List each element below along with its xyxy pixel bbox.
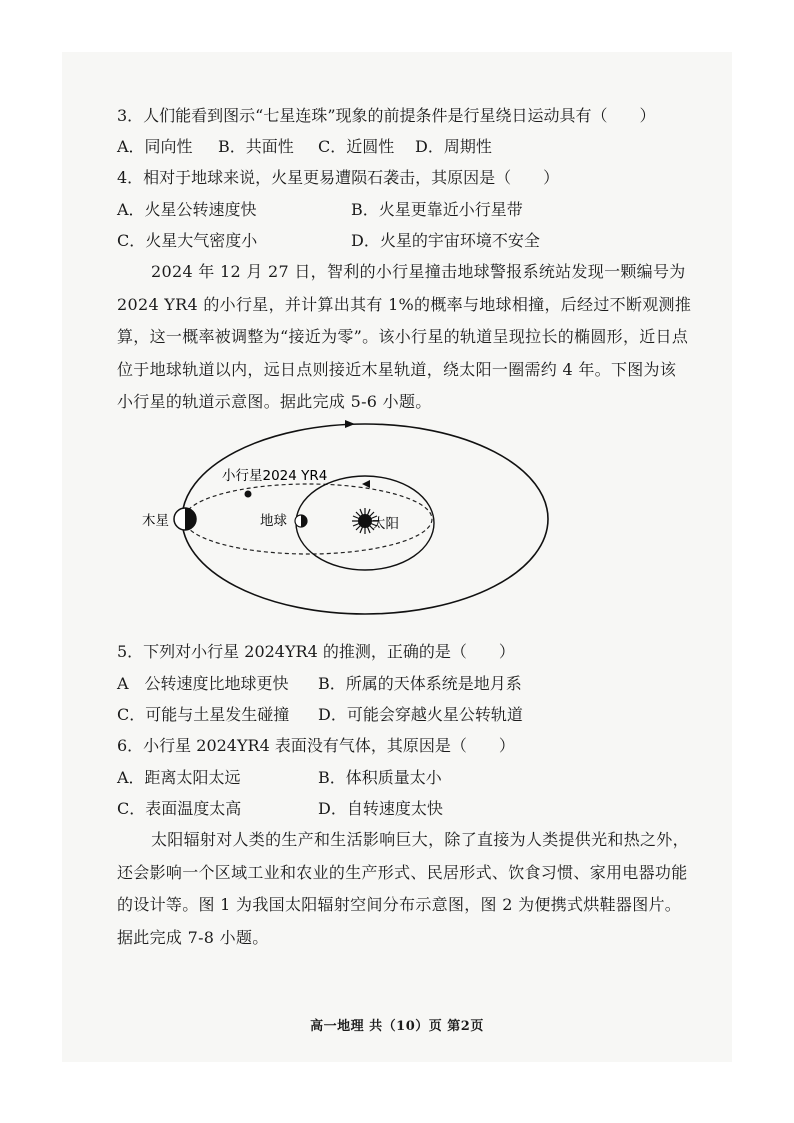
q6-stem: 6．小行星 2024YR4 表面没有气体，其原因是（ ） <box>117 736 515 755</box>
jupiter-icon <box>174 508 196 530</box>
q4-option-d: D．火星的宇宙环境不安全 <box>351 231 540 250</box>
q3-option-d: D．周期性 <box>415 137 492 156</box>
q5-option-d: D．可能会穿越火星公转轨道 <box>318 705 523 724</box>
q4-stem: 4．相对于地球来说，火星更易遭陨石袭击，其原因是（ ） <box>117 168 560 187</box>
passage-asteroid: 2024 年 12 月 27 日，智利的小行星撞击地球警报系统站发现一颗编号为 2024 YR4 的小行星，并计算出其有 1%的概率与地球相撞，后经过不断观测推算，这一概率被调整为“接近为零”。该小行星的轨道呈现拉长的椭圆形，近日点位于地球轨道以内，远日点则接近木星轨道，绕太阳一圈需约 4 年。下图为该小行星的轨道示意图。据此完成 5-6 小题。 <box>117 262 692 411</box>
sun-label: 太阳 <box>372 516 399 532</box>
jupiter-label: 木星 <box>142 513 169 529</box>
q5-option-b: B．所属的天体系统是地月系 <box>318 674 522 693</box>
asteroid-label: 小行星2024 YR4 <box>222 468 328 484</box>
q5-stem: 5．下列对小行星 2024YR4 的推测，正确的是（ ） <box>117 642 515 661</box>
asteroid-dot <box>245 491 252 498</box>
q6-option-c: C．表面温度太高 <box>117 799 242 818</box>
q5-option-c: C．可能与土星发生碰撞 <box>117 705 290 724</box>
q3-option-a: A．同向性 <box>117 137 193 156</box>
q6-option-d: D．自转速度太快 <box>318 799 443 818</box>
q6-option-b: B．体积质量太小 <box>318 768 442 787</box>
q4-option-a: A．火星公转速度快 <box>117 200 257 219</box>
q3-stem: 3．人们能看到图示“七星连珠”现象的前提条件是行星绕日运动具有（ ） <box>117 106 656 125</box>
q4-option-b: B．火星更靠近小行星带 <box>351 200 523 219</box>
orbit-diagram <box>140 412 560 627</box>
q6-option-a: A．距离太阳太远 <box>117 768 241 787</box>
earth-label: 地球 <box>260 513 287 529</box>
earth-icon <box>295 515 307 527</box>
q4-option-c: C．火星大气密度小 <box>117 231 258 250</box>
page-footer: 高一地理 共（10）页 第2页 <box>310 1019 484 1034</box>
passage-solar-radiation: 太阳辐射对人类的生产和生活影响巨大，除了直接为人类提供光和热之外，还会影响一个区域工业和农业的生产形式、民居形式、饮食习惯、家用电器功能的设计等。图 1 为我国太阳辐射空间分布示意图，图 2 为便携式烘鞋器图片。据此完成 7-8 小题。 <box>117 830 689 947</box>
asteroid-orbit-arrow <box>362 480 370 488</box>
jupiter-orbit-arrow <box>345 420 355 428</box>
q3-option-b: B．共面性 <box>218 137 294 156</box>
q5-option-a: A 公转速度比地球更快 <box>117 674 289 693</box>
q3-option-c: C．近圆性 <box>318 137 395 156</box>
